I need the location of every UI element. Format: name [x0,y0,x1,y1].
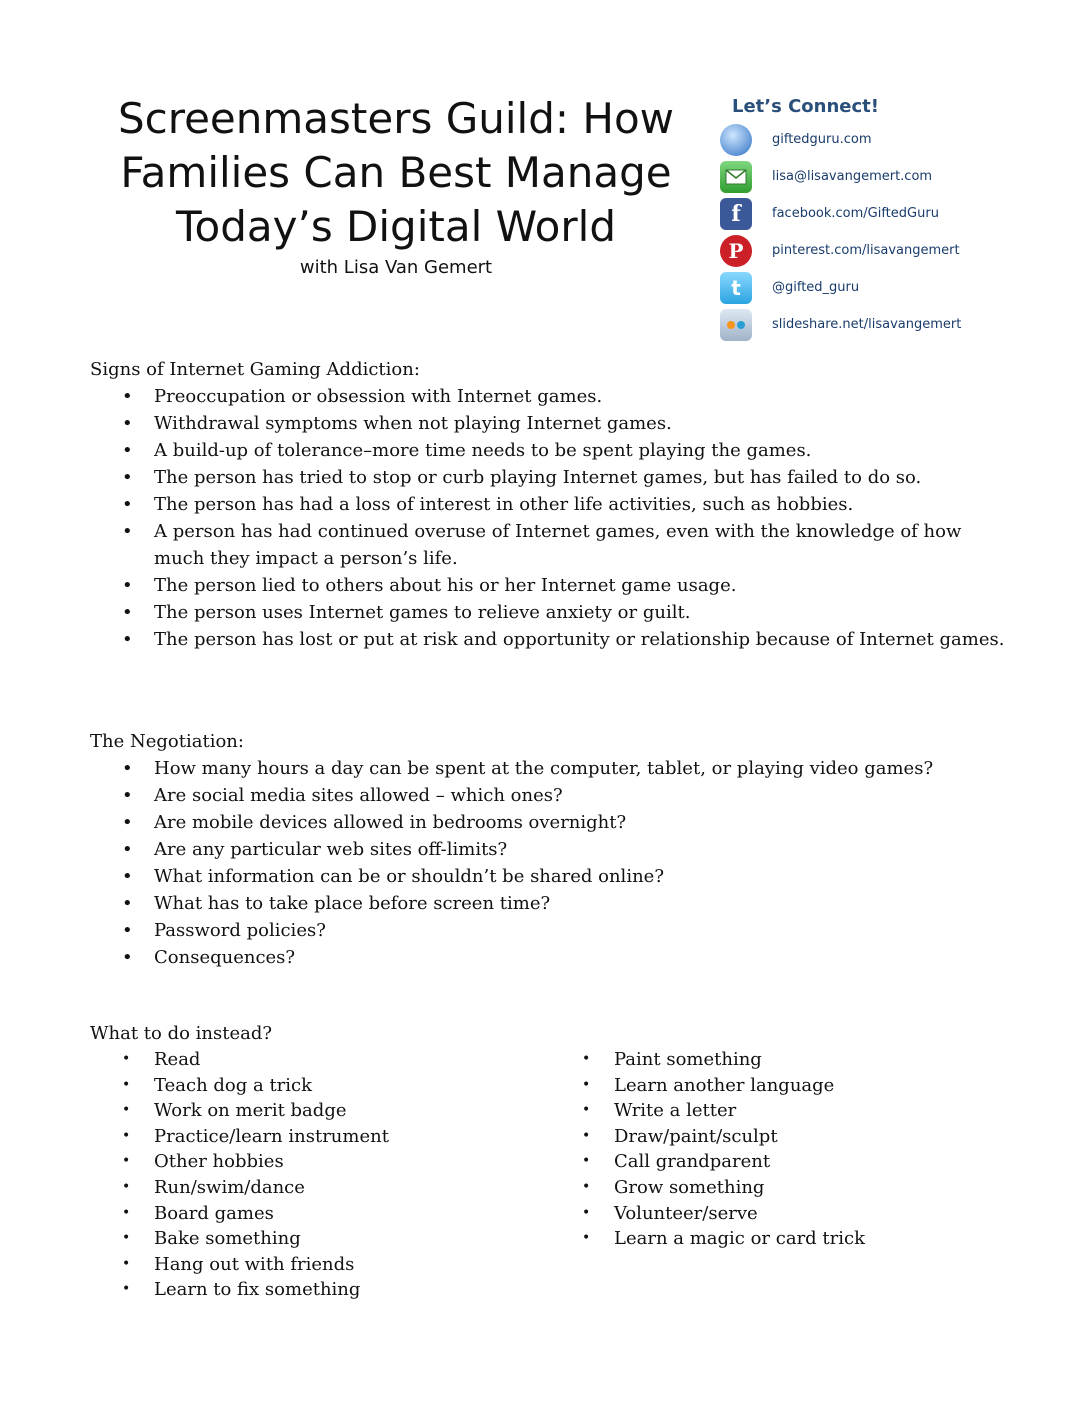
slideshare-icon [720,309,752,341]
list-item: • Are any particular web sites off-limits? [90,836,1010,863]
list-item: • Other hobbies [90,1149,550,1175]
title-block [76,92,716,280]
list-item: • Password policies? [90,917,1010,944]
negotiation-list [90,755,1010,971]
list-item: • Preoccupation or obsession with Internet games. [90,383,1010,410]
signs-section [90,356,1010,653]
title-line: Families Can Best Manage [120,148,672,197]
list-item: • Work on merit badge [90,1098,550,1124]
connect-item-email[interactable] [720,158,1020,195]
list-item: • A build-up of tolerance–more time needs to be spent playing the games. [90,437,1010,464]
connect-item-facebook[interactable] [720,195,1020,232]
list-item: • The person has tried to stop or curb playing Internet games, but has failed to do so. [90,464,1010,491]
list-item: • Are social media sites allowed – which ones? [90,782,1010,809]
connect-link[interactable]: pinterest.com/lisavangemert [772,243,960,258]
list-item: • What has to take place before screen time? [90,890,1010,917]
list-item: • Volunteer/serve [550,1201,1010,1227]
list-item: • Learn to fix something [90,1277,550,1303]
list-item: • Run/swim/dance [90,1175,550,1201]
list-item: • What information can be or shouldn’t be shared online? [90,863,1010,890]
signs-list [90,383,1010,653]
list-item: • The person has lost or put at risk and opportunity or relationship because of Internet games. [90,626,1010,653]
list-item: • Learn another language [550,1073,1010,1099]
connect-link[interactable]: giftedguru.com [772,132,872,147]
title-line: Today’s Digital World [176,202,616,251]
connect-link[interactable]: slideshare.net/lisavangemert [772,317,962,332]
instead-list-left [90,1047,550,1303]
instead-list-right [550,1047,1010,1252]
connect-item-pinterest[interactable] [720,232,1020,269]
list-item: • Paint something [550,1047,1010,1073]
list-item: • Bake something [90,1226,550,1252]
list-item: • Draw/paint/sculpt [550,1124,1010,1150]
instead-columns [90,1047,1010,1303]
pinterest-icon: P [720,235,752,267]
section-heading: The Negotiation: [90,731,244,752]
list-item: • Call grandparent [550,1149,1010,1175]
negotiation-section [90,728,1010,971]
section-heading: Signs of Internet Gaming Addiction: [90,359,420,380]
facebook-icon: f [720,198,752,230]
list-item: • Write a letter [550,1098,1010,1124]
connect-panel [720,96,1020,343]
instead-section [90,1020,1010,1303]
connect-heading: Let’s Connect! [732,96,879,117]
list-item: • Board games [90,1201,550,1227]
twitter-icon: t [720,272,752,304]
connect-item-slideshare[interactable] [720,306,1020,343]
list-item: • Grow something [550,1175,1010,1201]
list-item: • Teach dog a trick [90,1073,550,1099]
connect-link[interactable]: lisa@lisavangemert.com [772,169,933,184]
page-title [76,92,716,254]
globe-icon [720,124,752,156]
email-icon [720,161,752,193]
connect-link[interactable]: facebook.com/GiftedGuru [772,206,939,221]
list-item: • Practice/learn instrument [90,1124,550,1150]
list-item: • The person uses Internet games to relieve anxiety or guilt. [90,599,1010,626]
list-item: • Withdrawal symptoms when not playing Internet games. [90,410,1010,437]
list-item: • Hang out with friends [90,1252,550,1278]
list-item: • Consequences? [90,944,1010,971]
list-item: • The person lied to others about his or her Internet game usage. [90,572,1010,599]
connect-link[interactable]: @gifted_guru [772,280,860,295]
instead-column-left [90,1047,550,1303]
connect-item-website[interactable] [720,121,1020,158]
list-item: • Read [90,1047,550,1073]
list-item: • The person has had a loss of interest in other life activities, such as hobbies. [90,491,1010,518]
connect-item-twitter[interactable] [720,269,1020,306]
page-subtitle: with Lisa Van Gemert [299,257,493,278]
section-heading: What to do instead? [90,1023,273,1044]
instead-column-right [550,1047,1010,1303]
list-item: • How many hours a day can be spent at the computer, tablet, or playing video games? [90,755,1010,782]
title-line: Screenmasters Guild: How [117,94,675,143]
list-item: • A person has had continued overuse of Internet games, even with the knowledge of how much they impact a person’s life. [90,518,1010,572]
list-item: • Are mobile devices allowed in bedrooms overnight? [90,809,1010,836]
list-item: • Learn a magic or card trick [550,1226,1010,1252]
